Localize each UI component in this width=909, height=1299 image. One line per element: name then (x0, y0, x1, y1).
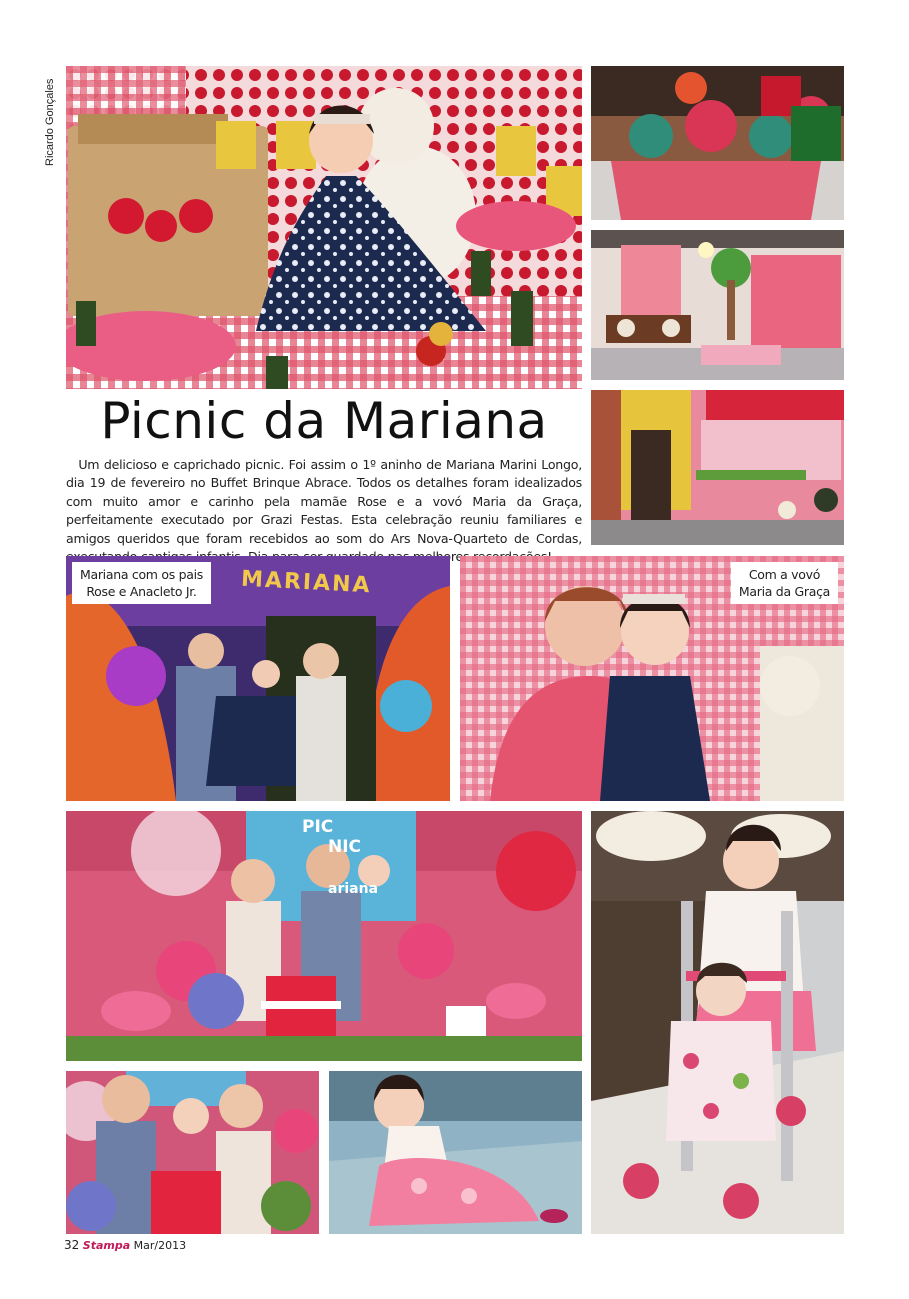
photo-stroller (591, 811, 844, 1234)
photo-gift-table (591, 66, 844, 220)
photo-decor-room (591, 230, 844, 380)
photo-credit (44, 66, 62, 166)
sign-pic: PIC (302, 817, 334, 837)
photo-hero-baby-picnic (66, 66, 582, 389)
magazine-name: Stampa (82, 1239, 131, 1252)
banner-name: MARIANA (240, 566, 373, 599)
photo-grandma (460, 556, 844, 801)
photo-family-closeup (66, 1071, 319, 1234)
article-body (66, 456, 582, 566)
photo-credit-text: Ricardo Gonçales (44, 78, 56, 166)
photo-parents (66, 556, 450, 801)
sign-mariana: ariana (328, 881, 379, 897)
sign-nic: NIC (328, 837, 362, 857)
page-footer (64, 1238, 186, 1252)
article-title: Picnic da Mariana (100, 392, 548, 450)
caption-grandma-line2: Maria da Graça (738, 584, 830, 599)
article-body-text: Um delicioso e caprichado picnic. Foi assim o 1º aninho de Mariana Marini Longo, dia 19 de fevereiro no Buffet Brinque Abrace. Todos os detalhes foram idealizados com muito amor e carinho pela mamãe Rose e a vovó Maria da Graça, perfeitamente executado por Grazi Festas. Esta celebração reuniu familiares e amigos queridos que foram recebidos ao som do Ars Nova-Quarteto de Cordas, (66, 457, 582, 546)
photo-cake-stage (591, 390, 844, 545)
page-number: 32 (64, 1238, 80, 1252)
caption-grandma (731, 562, 838, 604)
caption-grandma-line1: Com a vovó (748, 567, 821, 582)
caption-parents-line2: Rose e Anacleto Jr. (86, 584, 197, 599)
issue-date: Mar/2013 (133, 1239, 187, 1252)
photo-baby-floor (329, 1071, 582, 1234)
photo-family-cake (66, 811, 582, 1061)
caption-parents (72, 562, 211, 604)
caption-parents-line1: Mariana com os pais (80, 567, 203, 582)
